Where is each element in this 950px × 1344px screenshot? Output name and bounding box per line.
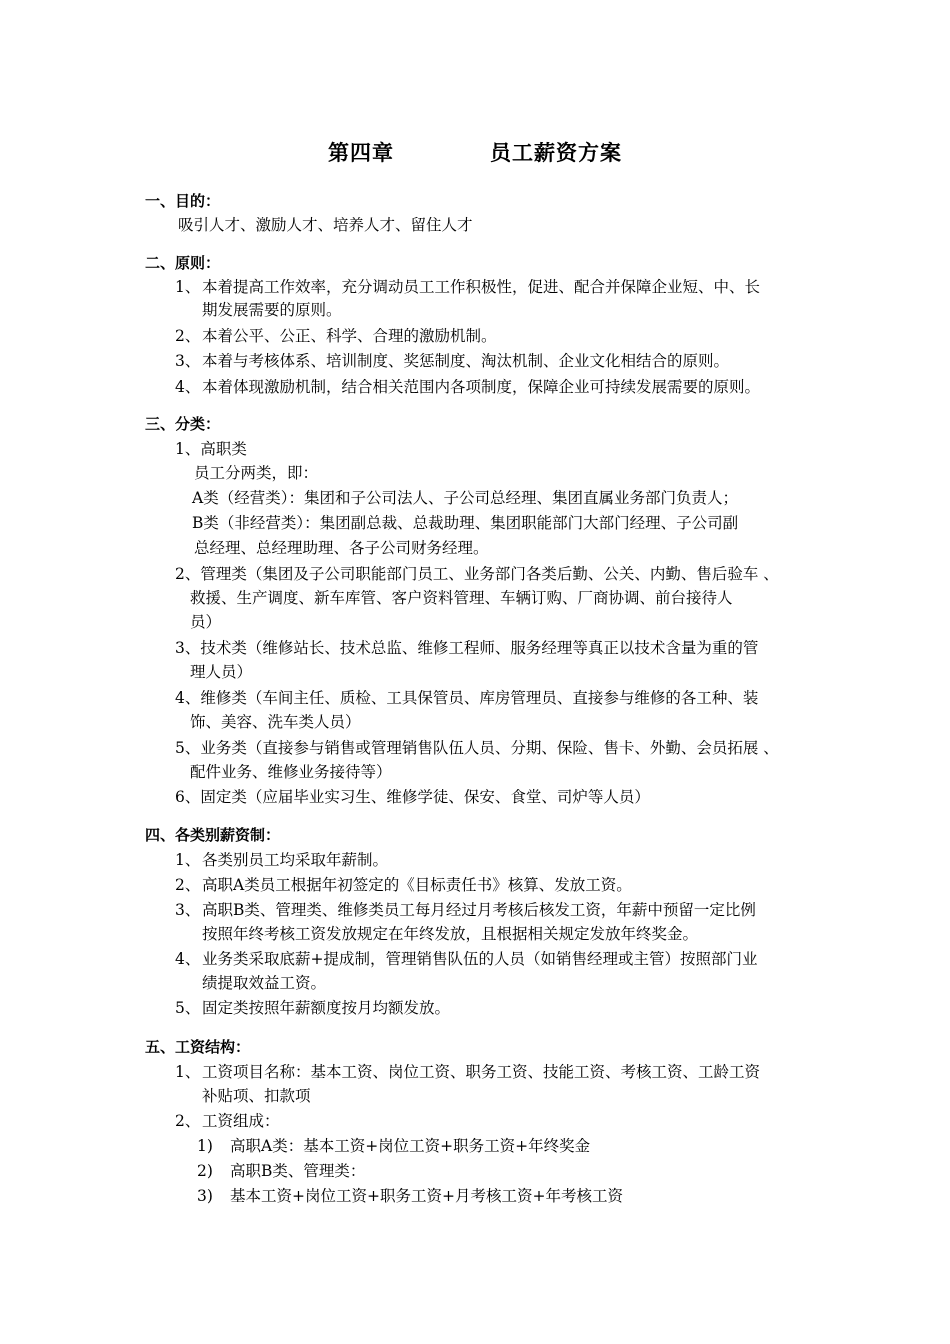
principle-item-2: 2、 本着公平、公正、科学、合理的激励机制。 — [175, 327, 497, 345]
page-title — [0, 137, 950, 167]
category-2-cont-2: 员） — [190, 613, 222, 631]
salary-item-4-cont: 绩提取效益工资。 — [202, 974, 327, 992]
structure-item-1-cont: 补贴项、扣款项 — [202, 1087, 311, 1105]
category-1-title: 1、高职类 — [175, 440, 247, 458]
section-2-heading: 二、原则： — [145, 254, 221, 272]
salary-item-3-cont: 按照年终考核工资发放规定在年终发放，且根据相关规定发放年终奖金。 — [202, 925, 699, 943]
chapter-name: 员工薪资方案 — [490, 141, 622, 165]
salary-item-1: 1、 各类别员工均采取年薪制。 — [175, 851, 389, 869]
section-1-heading: 一、目的： — [145, 192, 221, 210]
principle-item-1-cont: 期发展需要的原则。 — [202, 301, 342, 319]
salary-item-3: 3、 高职B类、管理类、维修类员工每月经过月考核后核发工资，年薪中预留一定比例 — [175, 901, 756, 919]
category-3-cont: 理人员） — [190, 663, 253, 681]
category-2-cont-1: 救援、生产调度、新车库管、客户资料管理、车辆订购、厂商协调、前台接待人 — [190, 589, 733, 607]
principle-item-1: 1、 本着提高工作效率，充分调动员工工作积极性，促进、配合并保障企业短、中、长 — [175, 278, 761, 296]
salary-item-2: 2、 高职A类员工根据年初签定的《目标责任书》核算、发放工资。 — [175, 876, 632, 894]
category-1-intro: 员工分两类，即： — [194, 464, 319, 482]
structure-item-2: 2、 工资组成： — [175, 1112, 280, 1130]
structure-sub-1: 1) 高职A类：基本工资+岗位工资+职务工资+年终奖金 — [197, 1137, 591, 1155]
structure-sub-3: 3) 基本工资+岗位工资+职务工资+月考核工资+年考核工资 — [197, 1187, 623, 1205]
category-1-b: B类（非经营类）：集团副总裁、总裁助理、集团职能部门大部门经理、子公司副 — [192, 514, 739, 532]
category-5-cont: 配件业务、维修业务接待等） — [190, 763, 392, 781]
chapter-label: 第四章 — [328, 141, 394, 165]
section-1-text: 吸引人才、激励人才、培养人才、留住人才 — [178, 216, 473, 234]
salary-item-4: 4、 业务类采取底薪+提成制，管理销售队伍的人员（如销售经理或主管）按照部门业 — [175, 950, 758, 968]
category-4-cont: 饰、美容、洗车类人员） — [190, 713, 361, 731]
category-6: 6、固定类（应届毕业实习生、维修学徒、保安、食堂、司炉等人员） — [175, 788, 650, 806]
category-2: 2、管理类（集团及子公司职能部门员工、业务部门各类后勤、公关、内勤、售后验车 、 — [175, 565, 779, 583]
category-5: 5、业务类（直接参与销售或管理销售队伍人员、分期、保险、售卡、外勤、会员拓展 、 — [175, 739, 779, 757]
structure-item-1: 1、 工资项目名称：基本工资、岗位工资、职务工资、技能工资、考核工资、工龄工资 — [175, 1063, 761, 1081]
section-4-heading: 四、各类别薪资制： — [145, 826, 281, 844]
section-3-heading: 三、分类： — [145, 415, 221, 433]
category-1-a: A类（经营类）：集团和子公司法人、子公司总经理、集团直属业务部门负责人； — [192, 489, 738, 507]
category-1-b-cont: 总经理、总经理助理、各子公司财务经理。 — [194, 539, 489, 557]
category-3: 3、技术类（维修站长、技术总监、维修工程师、服务经理等真正以技术含量为重的管 — [175, 639, 759, 657]
category-4: 4、维修类（车间主任、质检、工具保管员、库房管理员、直接参与维修的各工种、装 — [175, 689, 759, 707]
principle-item-3: 3、 本着与考核体系、培训制度、奖惩制度、淘汰机制、企业文化相结合的原则。 — [175, 352, 730, 370]
section-5-heading: 五、工资结构： — [145, 1038, 251, 1056]
principle-item-4: 4、 本着体现激励机制，结合相关范围内各项制度，保障企业可持续发展需要的原则。 — [175, 378, 761, 396]
salary-item-5: 5、 固定类按照年薪额度按月均额发放。 — [175, 999, 451, 1017]
structure-sub-2: 2) 高职B类、管理类： — [197, 1162, 366, 1180]
